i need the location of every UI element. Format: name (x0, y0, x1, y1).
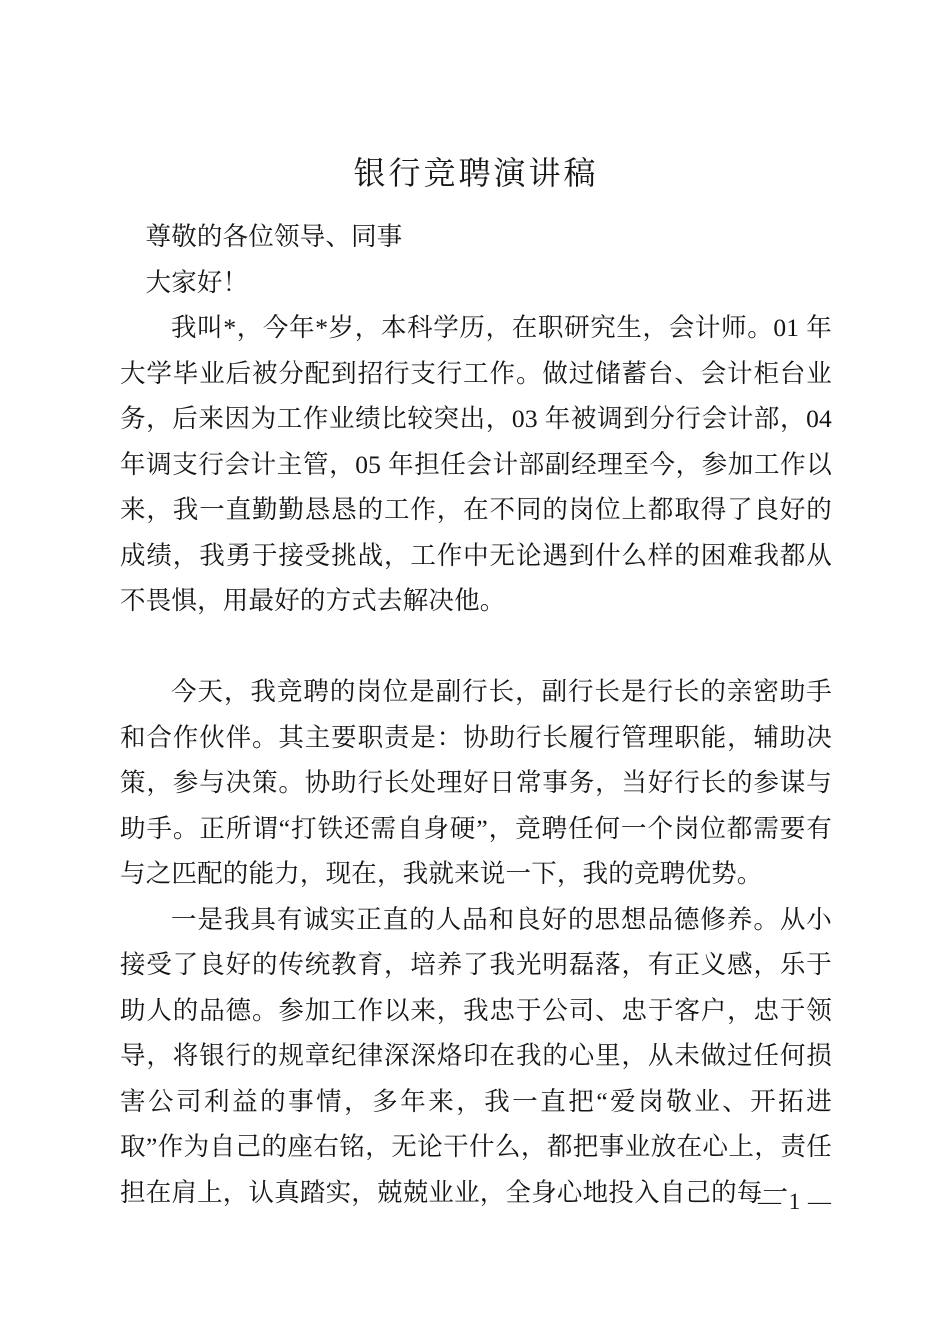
paragraph-advantage-one: 一是我具有诚实正直的人品和良好的思想品德修养。从小接受了良好的传统教育，培养了我光明磊落，有正义感，乐于助人的品德。参加工作以来，我忠于公司、忠于客户，忠于领导，将银行的规章纪律深深烙印在我的心里，从未做过任何损害公司利益的事情，多年来，我一直把“爱岗敬业、开拓进取”作为自己的座右铭，无论干什么，都把事业放在心上，责任担在肩上，认真踏实，兢兢业业，全身心地投入自己的每一 (120, 904, 832, 1207)
paragraph-position-duties: 今天，我竞聘的岗位是副行长，副行长是行长的亲密助手和合作伙伴。其主要职责是：协助行长履行管理职能，辅助决策，参与决策。协助行长处理好日常事务，当好行长的参谋与助手。正所谓“打铁还需自身硬”，竞聘任何一个岗位都需要有与之匹配的能力，现在，我就来说一下，我的竞聘优势。 (120, 677, 832, 888)
paragraph-introduction: 我叫*，今年*岁，本科学历，在职研究生，会计师。01 年大学毕业后被分配到招行支行工作。做过储蓄台、会计柜台业务，后来因为工作业绩比较突出，03 年被调到分行会计部，04 年调支行会计主管，05 年担任会计部副经理至今，参加工作以来，我一直勤勤恳恳的工作，在不同的岗位上都取得了良好的成绩，我勇于接受挑战，工作中无论遇到什么样的困难我都从不畏惧，用最好的方式去解决他。 (120, 313, 832, 615)
greeting-line-2: 大家好！ (145, 267, 249, 297)
greeting-line-1: 尊敬的各位领导、同事 (145, 222, 403, 251)
page-title: 银行竞聘演讲稿 (353, 155, 599, 191)
paragraph-gap (120, 624, 832, 670)
page-number-footer: — 1 — (758, 1189, 832, 1214)
document-body (120, 150, 832, 1215)
greeting-block (120, 214, 832, 305)
